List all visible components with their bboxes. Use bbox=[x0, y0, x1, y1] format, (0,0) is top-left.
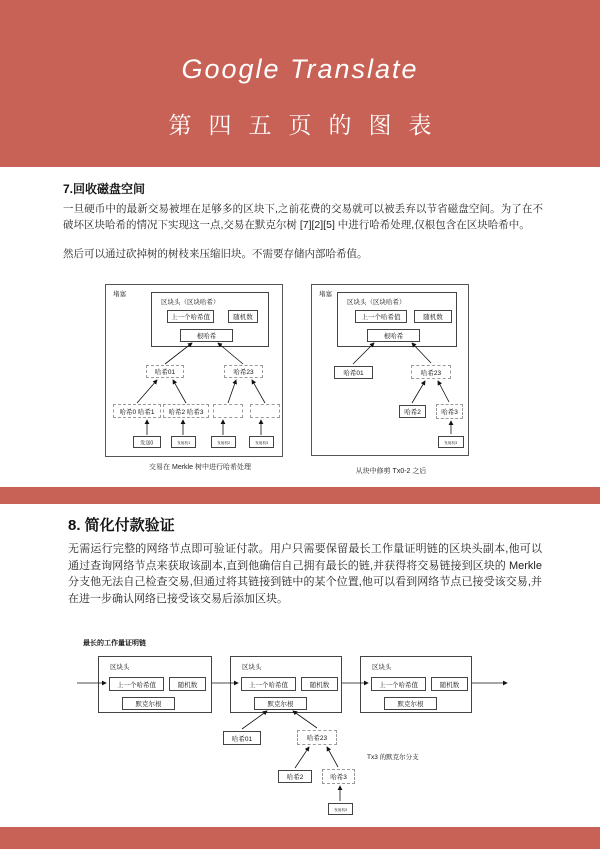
hash3-box: 哈希3 bbox=[322, 769, 355, 784]
tx0-box bbox=[133, 436, 161, 448]
tx3-box bbox=[328, 803, 353, 815]
prev-hash-box: 上一个哈希值 bbox=[355, 310, 407, 323]
chain-title: 最长的工作量证明链 bbox=[83, 640, 146, 647]
hash2-hash3-box: 哈希2 哈希3 bbox=[163, 404, 209, 418]
empty-hash-box bbox=[250, 404, 280, 418]
merkle-diagram-pruned bbox=[311, 284, 469, 456]
block-header-title: 区块头（区块哈希） bbox=[161, 299, 220, 306]
block-header-title: 区块头 bbox=[242, 664, 262, 671]
diagram-caption-left: 交易在 Merkle 树中进行哈希处理 bbox=[149, 464, 251, 471]
nonce-box: 随机数 bbox=[169, 677, 206, 691]
hash0-hash1-box: 哈希0 哈希1 bbox=[113, 404, 161, 418]
section7-heading: 7.回收磁盘空间 bbox=[63, 182, 146, 196]
merkle-diagram-full bbox=[105, 284, 283, 457]
hash2-box: 哈希2 bbox=[399, 405, 426, 418]
chain-block-2 bbox=[230, 656, 342, 713]
tx3-label: 发射机3 bbox=[334, 808, 347, 812]
page-subtitle: 第四五页的图表 bbox=[168, 112, 449, 138]
chain-diagram bbox=[75, 633, 545, 828]
chain-block-3 bbox=[360, 656, 472, 713]
tx2-label: 发射机2 bbox=[217, 441, 230, 445]
empty-hash-box bbox=[213, 404, 243, 418]
root-hash-box: 根哈希 bbox=[367, 329, 420, 342]
tx2-box bbox=[211, 436, 236, 448]
root-hash-box: 根哈希 bbox=[180, 329, 233, 342]
merkle-root-box: 默克尔根 bbox=[122, 697, 175, 710]
prev-hash-box: 上一个哈希值 bbox=[241, 677, 296, 691]
translate-title: Google Translate bbox=[181, 54, 419, 84]
block-label: 堵塞 bbox=[319, 291, 332, 298]
prev-hash-box: 上一个哈希值 bbox=[167, 310, 214, 323]
block-header-box bbox=[337, 292, 457, 347]
tx3-label: 发射机3 bbox=[444, 441, 458, 445]
section8-heading: 8. 简化付款验证 bbox=[68, 517, 175, 534]
tx3-label: 发射机3 bbox=[255, 441, 268, 445]
tx3-box bbox=[438, 436, 464, 448]
tx1-box bbox=[171, 436, 196, 448]
section-divider-bar bbox=[0, 487, 600, 504]
page-banner bbox=[0, 0, 600, 167]
nonce-box: 随机数 bbox=[431, 677, 468, 691]
chain-block-1 bbox=[98, 656, 212, 713]
block-header-box bbox=[151, 292, 269, 347]
bottom-bar bbox=[0, 827, 600, 849]
nonce-box: 随机数 bbox=[414, 310, 452, 323]
hash01-box: 哈希01 bbox=[223, 731, 261, 745]
section7-paragraph-1: 一旦硬币中的最新交易被埋在足够多的区块下,之前花费的交易就可以被丢弃以节省磁盘空间。为了在不破坏区块哈希的情况下实现这一点,交易在默克尔树 [7][2][5] 中进行哈希处理,仅根包含在区块哈希中。 bbox=[63, 203, 543, 231]
tx3-box bbox=[249, 436, 274, 448]
hash3-box: 哈希3 bbox=[436, 404, 463, 419]
prev-hash-box: 上一个哈希值 bbox=[371, 677, 426, 691]
hash01-box: 哈希01 bbox=[146, 365, 184, 378]
hash23-box: 哈希23 bbox=[224, 365, 263, 378]
tx0-label: 发送0 bbox=[140, 440, 154, 446]
merkle-branch-annotation: Tx3 的默克尔分支 bbox=[367, 754, 419, 761]
block-header-title: 区块头（区块哈希） bbox=[347, 299, 406, 306]
section7-paragraph-2: 然后可以通过砍掉树的树枝来压缩旧块。不需要存储内部哈希值。 bbox=[63, 248, 368, 260]
merkle-root-box: 默克尔根 bbox=[384, 697, 437, 710]
block-label: 堵塞 bbox=[113, 291, 126, 298]
prev-hash-box: 上一个哈希值 bbox=[109, 677, 164, 691]
nonce-box: 随机数 bbox=[228, 310, 258, 323]
merkle-root-box: 默克尔根 bbox=[254, 697, 307, 710]
hash23-box: 哈希23 bbox=[411, 365, 451, 379]
block-header-title: 区块头 bbox=[110, 664, 130, 671]
hash23-box: 哈希23 bbox=[297, 730, 337, 745]
section8-paragraph: 无需运行完整的网络节点即可验证付款。用户只需要保留最长工作量证明链的区块头副本,他可以通过查询网络节点来获取该副本,直到他确信自己拥有最长的链,并获得将交易链接到区块的 Merkle 分支他无法自己检查交易,但通过将其链接到链中的某个位置,他可以看到网络节点已接受该交易,并在进一步确认网络已接受该交易后添加区块。 bbox=[68, 543, 542, 605]
hash01-box: 哈希01 bbox=[334, 366, 373, 379]
block-header-title: 区块头 bbox=[372, 664, 392, 671]
diagram-caption-right: 从块中修剪 Tx0-2 之后 bbox=[355, 468, 427, 475]
tx1-label: 发射机1 bbox=[177, 441, 190, 445]
nonce-box: 随机数 bbox=[301, 677, 338, 691]
hash2-box: 哈希2 bbox=[278, 770, 312, 783]
